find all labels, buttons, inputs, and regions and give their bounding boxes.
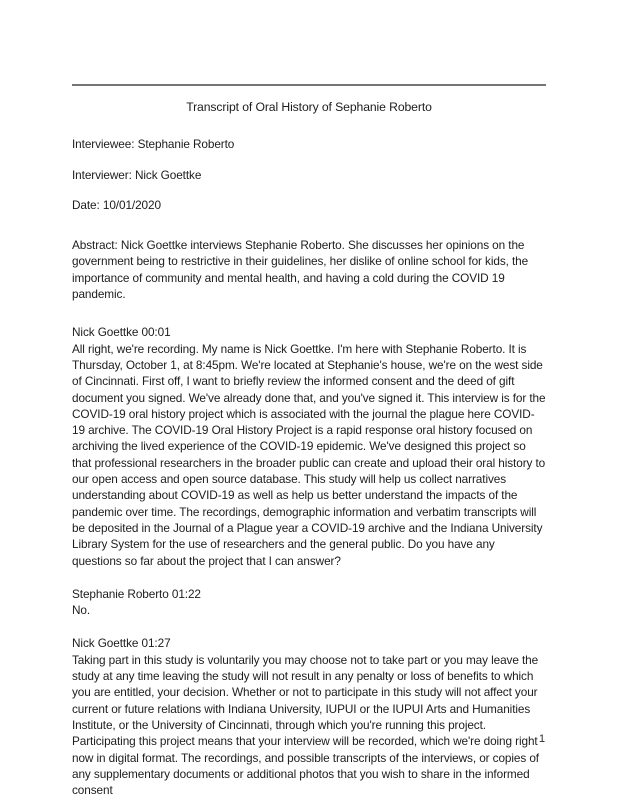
interviewee-line: [72, 136, 546, 152]
document-title: Transcript of Oral History of Sephanie Roberto: [186, 100, 432, 114]
turn-timestamp: 01:27: [141, 636, 171, 651]
abstract-paragraph: Abstract: Nick Goettke interviews Stephanie Roberto. She discusses her opinions on the government being to restrictive in their guidelines, her dislike of online school for kids, the importance of community and mental health, and having a cold during the COVID 19 pandemic.: [72, 238, 529, 302]
interviewee-label: Interviewee:: [72, 137, 135, 152]
transcript-turn: [72, 635, 546, 798]
interviewer-label: Interviewer:: [72, 167, 132, 182]
date-label: Date:: [72, 197, 100, 212]
turn-timestamp: 01:22: [171, 586, 201, 601]
turn-timestamp: 00:01: [141, 325, 171, 340]
turn-text: All right, we're recording. My name is Nick Goettke. I'm here with Stephanie Roberto. It is Thursday, October 1, at 8:45pm. We're located at Stephanie's house, we're on the west side of Cincinnati. First off, I want to briefly review the informed consent and the deed of gift document you signed. We've already done that, and you've signed it. This interview is for the COVID-19 oral history project which is associated with the journal the plague here COVID-19 archive. The COVID-19 Oral History Project is a rapid response oral history focused on archiving the lived experience of the COVID-19 epidemic. We've designed this project so that professional researchers in the broader public can create and upload their oral history to our open access and open source database. This study will help us collect narratives understanding about COVID-19 as well as help us better understand the impacts of the pandemic over time. The recordings, demographic information and verbatim transcripts will be deposited in the Journal of a Plague year a COVID-19 archive and the Indiana University Library System for the use of researchers and the general public. Do you have any questions so far about the project that I can answer?: [72, 341, 546, 568]
speaker-name: Stephanie Roberto: [72, 586, 169, 601]
interviewer-line: [72, 167, 546, 183]
page-number: 1: [538, 733, 545, 745]
header-rule: [72, 84, 546, 86]
turn-text: Taking part in this study is voluntarily you may choose not to take part or you may leave the study at any time leaving the study will not result in any penalty or loss of benefits to which you are entitled, your decision. Whether or not to participate in this study will not affect your current or future relations with Indiana University, IUPUI or the IUPUI Arts and Humanities Institute, or the University of Cincinnati, through which you're running this project. Participating this project means that your interview will be recorded, which we're doing right now in digital format. The recordings, and possible transcripts of the interviews, or copies of any supplementary documents or additional photos that you wish to share in the informed consent: [72, 652, 539, 798]
speaker-name: Nick Goettke: [72, 636, 139, 651]
turn-heading: [72, 586, 546, 602]
turn-heading: [72, 324, 546, 340]
transcript-turn: [72, 324, 546, 568]
turn-heading: [72, 635, 546, 651]
speaker-name: Nick Goettke: [72, 325, 139, 340]
interviewer-value: Nick Goettke: [134, 167, 202, 182]
date-value: 10/01/2020: [102, 197, 161, 212]
transcript-turn: [72, 586, 546, 619]
date-line: [72, 197, 546, 213]
turn-text: No.: [72, 603, 91, 618]
interviewee-value: Stephanie Roberto: [137, 137, 235, 152]
